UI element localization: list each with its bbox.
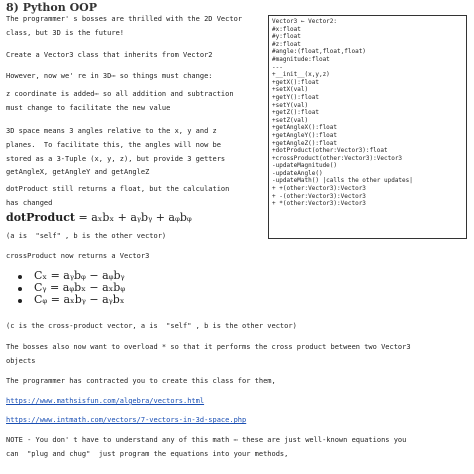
uml-method: +crossProduct(other:Vector3):Vector3 <box>272 154 403 162</box>
uml-method: + +(other:Vector3):Vector3 <box>272 185 366 193</box>
uml-class-diagram <box>268 15 467 239</box>
uml-method: +__init__(x,y,z) <box>272 71 330 79</box>
z-coordinate-text-line-2: must change to facilitate the new value <box>6 104 171 112</box>
uml-member: #x:float <box>272 25 301 33</box>
angles-text-line-3: stored as a 3-Tuple (x, y, z), but provide 3 getters <box>6 155 226 163</box>
contracted-text: The programmer has contracted you to create this class for them, <box>6 377 276 385</box>
uml-method: +getX():float <box>272 78 319 86</box>
uml-method: +setY(val) <box>272 101 309 109</box>
cross-formula-y: Cᵧ = aᵩbₓ − aₓbᵩ <box>18 282 125 294</box>
uml-member: #y:float <box>272 33 301 41</box>
uml-method: +setX(val) <box>272 86 309 94</box>
dot-product-formula-rhs: = aₓbₓ + aᵧbᵧ + aᵩbᵩ <box>74 211 192 224</box>
intmath-link[interactable]: https://www.intmath.com/vectors/7-vectors-in-3d-space.php <box>6 416 247 424</box>
cross-formula-z: Cᵩ = aₓbᵧ − aᵧbₓ <box>18 294 125 306</box>
uml-method: -updateMath() |calls the other updates| <box>272 177 413 185</box>
self-note-text: (a is "self" , b is the other vector) <box>6 232 167 240</box>
intro-text-line-1: The programmer' s bosses are thrilled with the 2D Vector <box>6 15 243 23</box>
uml-method: + *(other:Vector3):Vector3 <box>272 200 366 208</box>
uml-member: #magnitude:float <box>272 55 330 63</box>
note-text-line-1: NOTE - You don' t have to understand any of this math ⋯ these are just well-known equations you <box>6 436 407 444</box>
uml-member: #angle:(float,float,float) <box>272 48 366 56</box>
uml-method: -updateAngle() <box>272 169 323 177</box>
uml-method: +getAngleZ():float <box>272 139 338 147</box>
uml-member: #z:float <box>272 40 301 48</box>
uml-member-list <box>272 26 463 208</box>
uml-method: +setZ(val) <box>272 116 309 124</box>
angles-text-line-1: 3D space means 3 angles relative to the x, y and z <box>6 127 217 135</box>
however-text: However, now we' re in 3D⋯ so things must change: <box>6 72 213 80</box>
section-title: 8) Python OOP <box>6 1 98 14</box>
intro-text-line-2: class, but 3D is the future! <box>6 29 125 37</box>
uml-method: +dotProduct(other:Vector3):float <box>272 147 388 155</box>
cross-product-text: crossProduct now returns a Vector3 <box>6 252 150 260</box>
cross-formula-x: Cₓ = aᵧbᵩ − aᵩbᵧ <box>18 270 125 282</box>
angles-text-line-4: getAngleX, getAngleY and getAngleZ <box>6 168 150 176</box>
task-text: Create a Vector3 class that inherits from Vector2 <box>6 51 213 59</box>
z-coordinate-text-line-1: z coordinate is added⋯ so all addition and subtraction <box>6 90 234 98</box>
dot-product-formula <box>6 211 192 224</box>
dot-product-formula-label: dotProduct <box>6 211 75 224</box>
dot-product-text-line-2: has changed <box>6 199 53 207</box>
uml-method: -updateMagnitude() <box>272 162 338 170</box>
uml-method: +getAngleX():float <box>272 124 338 132</box>
note-text-line-2: can "plug and chug" just program the equations into your methods, <box>6 450 289 458</box>
uml-separator: --- <box>272 63 283 71</box>
dot-product-text-line-1: dotProduct still returns a float, but the calculation <box>6 185 230 193</box>
overload-text-line-1: The bosses also now want to overload * so that it performs the cross product between two Vector3 <box>6 343 411 351</box>
uml-method: + -(other:Vector3):Vector3 <box>272 192 366 200</box>
uml-method: +getZ():float <box>272 109 319 117</box>
mathsisfun-link[interactable]: https://www.mathsisfun.com/algebra/vectors.html <box>6 397 205 405</box>
overload-text-line-2: objects <box>6 357 36 365</box>
cross-product-formula-list <box>18 270 125 306</box>
uml-method: +getAngleY():float <box>272 131 338 139</box>
uml-header: Vector3 ← Vector2: <box>272 18 338 25</box>
cross-note-text: (c is the cross-product vector, a is "self" , b is the other vector) <box>6 322 297 330</box>
angles-text-line-2: planes. To facilitate this, the angles will now be <box>6 141 221 149</box>
uml-method: +getY():float <box>272 93 319 101</box>
